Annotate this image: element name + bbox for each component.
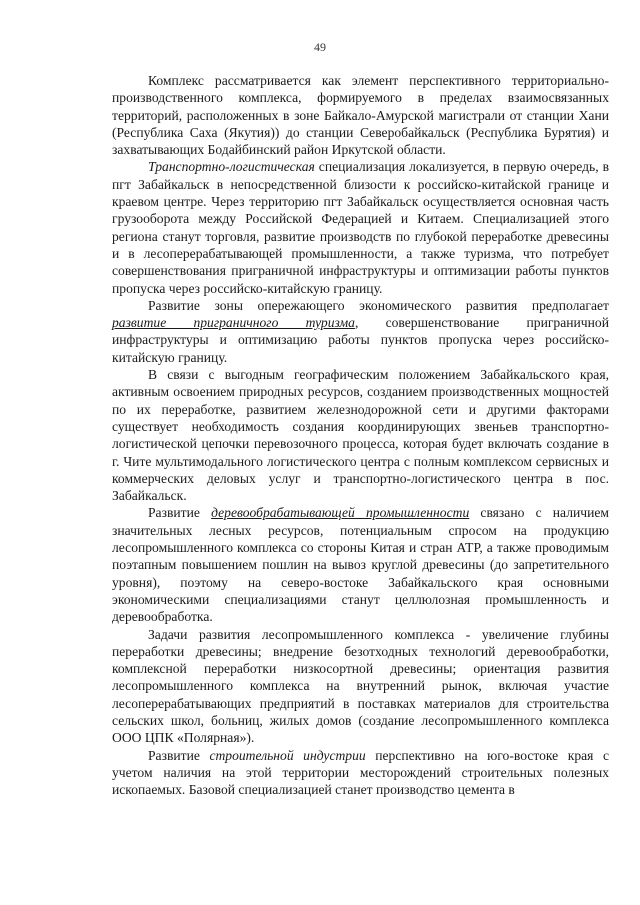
paragraph — [112, 747, 609, 799]
text-run: , совершенствование приграничной инфраструктуры и оптимизацию работы пунктов пропуска через российско-китайскую границу. — [112, 315, 609, 365]
text-run: Комплекс рассматривается как элемент перспективного территориально-производственного комплекса, формируемого в пределах взаимосвязанных территорий, расположенных в зоне Байкало-Амурской магистрали от станции Хани (Республика Саха (Якутия)) до станции Северобайкальск (Республика Бурятия) и захватывающих Бодайбинский район Иркутской области. — [112, 73, 609, 158]
text-run: Развитие зоны опережающего экономического развития предполагает — [148, 297, 609, 313]
page-number: 49 — [314, 40, 326, 54]
text-run: Задачи развития лесопромышленного комплекса - увеличение глубины переработки древесины; внедрение безотходных технологий деревообработки, комплексной переработки низкосортной древесины; ориентация развития лесопромышленного комплекса на внутренний рынок, включая участие лесоперерабатывающих предприятий в поставках материалов для строительства сельских школ, больниц, жилых домов (создание лесопромышленного комплекса ООО ЦПК «Полярная»). — [112, 626, 609, 746]
paragraph — [112, 626, 609, 747]
text-run: перспективно на юго-востоке края с учетом наличия на этой территории месторождений строительных полезных ископаемых. Базовой специализацией станет производство цемента в — [112, 747, 609, 798]
paragraph — [112, 504, 609, 625]
emphasis-run: развитие приграничного туризма — [112, 315, 355, 331]
body-text — [112, 72, 609, 798]
paragraph — [112, 366, 609, 504]
emphasis-run: строительной индустрии — [209, 747, 366, 763]
text-run: В связи с выгодным географическим положением Забайкальского края, активным освоением природных ресурсов, созданием производственных мощностей по их переработке, развитием железнодорожной сети и другими факторами существует необходимость создания координирующих звеньев транспортно-логистической цепочки перевозочного процесса, которая будет включать создание в г. Чите мультимодального логистического центра с полным комплексом сервисных и коммерческих деловых услуг и транспортно-логистического центра в пос. Забайкальск. — [112, 367, 609, 504]
text-run: связано с наличием значительных лесных ресурсов, потенциальным спросом на продукцию лесопромышленного комплекса со стороны Китая и стран АТР, а также проводимым поэтапным повышением пошлин на вывоз круглой древесины (до запретительного уровня), поэтому на северо-востоке Забайкальского края основными экономическими специализациями станут целлюлозная промышленность и деревообработка. — [112, 505, 610, 625]
text-run: специализация локализуется, в первую очередь, в пгт Забайкальск в непосредственной близости к российско-китайской границе и краевом центре. Через территорию пгт Забайкальск осуществляется основная часть грузооборота между Российской Федерацией и Китаем. Специализацией этого региона станут торговля, развитие производств по глубокой переработке древесины и в лесоперерабатывающей промышленности, а также туризма, что потребует совершенствования приграничной инфраструктуры и оптимизации работы пунктов пропуска через российско-китайскую границу. — [112, 159, 609, 296]
emphasis-run: деревообрабатывающей промышленности — [211, 505, 470, 521]
emphasis-run: Транспортно-логистическая — [148, 159, 315, 175]
text-run: Развитие — [148, 747, 210, 763]
paragraph — [112, 158, 609, 296]
paragraph — [112, 72, 609, 158]
paragraph — [112, 297, 609, 366]
text-run: Развитие — [148, 505, 212, 521]
